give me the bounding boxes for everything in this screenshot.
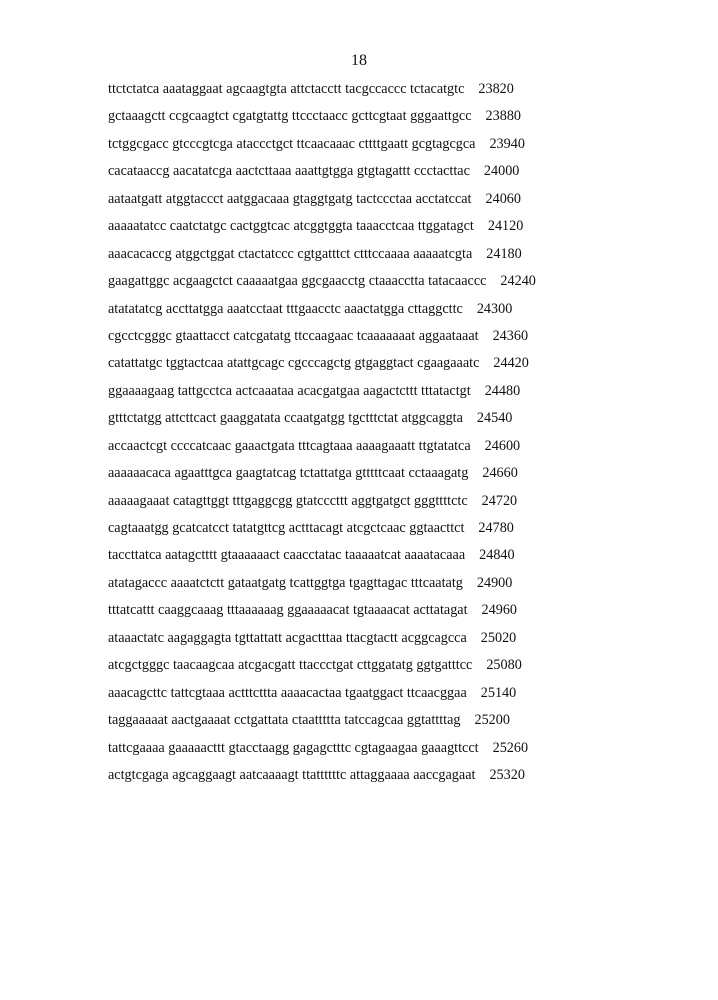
sequence-line [108,488,578,515]
sequence-position: 25200 [474,712,510,729]
sequence-text: catattatgc tggtactcaa atattgcagc cgcccagctg gtgaggtact cgaagaaatc [108,355,480,372]
sequence-text: atatatatcg accttatgga aaatcctaat tttgaacctc aaactatgga cttaggcttc [108,300,463,317]
sequence-text: ttctctatca aaataggaat agcaagtgta attctacctt tacgccaccc tctacatgtc [108,81,465,97]
sequence-position: 24240 [500,273,536,290]
sequence-position: 25260 [492,739,529,756]
sequence-position: 23820 [478,81,514,97]
sequence-position: 24540 [476,410,513,427]
sequence-text: cgcctcgggc gtaattacct catcgatatg ttccaagaac tcaaaaaaat aggaataaat [108,327,479,344]
sequence-line [108,652,578,679]
sequence-line [108,515,578,542]
sequence-line [108,378,578,405]
sequence-text: aaaaaacaca agaatttgca gaagtatcag tctattatga gtttttcaat cctaaagatg [108,465,469,482]
sequence-position: 24720 [481,492,518,509]
sequence-line [108,735,578,762]
sequence-text: taccttatca aatagctttt gtaaaaaact caacctatac taaaaatcat aaaatacaaa [108,547,466,564]
sequence-line [108,186,578,213]
sequence-text: cagtaaatgg gcatcatcct tatatgttcg actttacagt atcgctcaac ggtaacttct [108,520,465,536]
sequence-position: 24600 [484,437,521,454]
sequence-text: ataaactatc aagaggagta tgttattatt acgactttaa ttacgtactt acggcagcca [108,629,467,646]
page-number: 18 [351,52,367,69]
sequence-line [108,323,578,350]
sequence-line [108,103,578,130]
sequence-position: 23880 [485,108,521,125]
sequence-text: gaagattggc acgaagctct caaaaatgaa ggcgaacctg ctaaacctta tatacaaccc [108,273,487,290]
sequence-text: aaaaagaaat catagttggt tttgaggcgg gtatcccttt aggtgatgct gggttttctc [108,492,468,509]
sequence-listing [108,76,578,789]
sequence-position: 24420 [493,355,529,372]
sequence-position: 24780 [478,520,514,536]
sequence-position: 24000 [483,163,520,180]
sequence-line [108,597,578,624]
sequence-position: 23940 [489,135,525,152]
sequence-line [108,158,578,185]
sequence-position: 24180 [486,245,522,262]
sequence-text: actgtcgaga agcaggaagt aatcaaaagt ttattttttc attaggaaaa aaccgagaat [108,766,476,783]
sequence-position: 24900 [476,574,513,591]
sequence-position: 24120 [487,218,524,235]
sequence-text: gctaaagctt ccgcaagtct cgatgtattg ttccctaacc gcttcgtaat gggaattgcc [108,108,472,125]
sequence-text: aaacacaccg atggctggat ctactatccc cgtgatttct ctttccaaaa aaaaatcgta [108,245,473,262]
sequence-line [108,350,578,377]
sequence-position: 24480 [484,382,521,399]
sequence-text: aaacagcttc tattcgtaaa actttcttta aaaacactaa tgaatggact ttcaacggaa [108,684,467,701]
sequence-text: accaactcgt ccccatcaac gaaactgata tttcagtaaa aaaagaaatt ttgtatatca [108,437,471,454]
sequence-line [108,570,578,597]
sequence-text: tctggcgacc gtcccgtcga ataccctgct ttcaacaaac cttttgaatt gcgtagcgca [108,135,476,152]
sequence-text: aaaaatatcc caatctatgc cactggtcac atcggtggta taaacctcaa ttggatagct [108,218,474,235]
sequence-line [108,268,578,295]
sequence-position: 25320 [489,766,525,783]
sequence-position: 24360 [492,327,529,344]
sequence-text: aataatgatt atggtaccct aatggacaaa gtaggtgatg tactccctaa acctatccat [108,190,472,207]
sequence-line [108,762,578,789]
sequence-text: ggaaaagaag tattgcctca actcaaataa acacgatgaa aagactcttt tttatactgt [108,382,471,399]
sequence-text: atcgctgggc taacaagcaa atcgacgatt ttaccctgat cttggatatg ggtgatttcc [108,657,473,674]
sequence-line [108,707,578,734]
sequence-line [108,241,578,268]
sequence-position: 25140 [480,684,517,701]
sequence-text: cacataaccg aacatatcga aactcttaaa aaattgtgga gtgtagattt ccctacttac [108,163,470,180]
sequence-line [108,542,578,569]
sequence-position: 24960 [481,602,518,619]
sequence-text: taggaaaaat aactgaaaat cctgattata ctaattttta tatccagcaa ggtattttag [108,712,461,729]
sequence-line [108,433,578,460]
sequence-line [108,405,578,432]
sequence-position: 25080 [486,657,522,674]
sequence-text: atatagaccc aaaatctctt gataatgatg tcattggtga tgagttagac tttcaatatg [108,574,463,591]
sequence-line [108,213,578,240]
sequence-line [108,460,578,487]
sequence-line [108,296,578,323]
sequence-position: 24060 [485,190,521,207]
sequence-text: tattcgaaaa gaaaaacttt gtacctaagg gagagctttc cgtagaagaa gaaagttcct [108,739,479,756]
sequence-line [108,625,578,652]
sequence-text: tttatcattt caaggcaaag tttaaaaaag ggaaaaacat tgtaaaacat acttatagat [108,602,468,619]
sequence-line [108,131,578,158]
sequence-position: 24300 [476,300,513,317]
sequence-position: 24840 [479,547,515,564]
sequence-text: gtttctatgg attcttcact gaaggatata ccaatgatgg tgctttctat atggcaggta [108,410,463,427]
sequence-position: 25020 [480,629,517,646]
sequence-line [108,680,578,707]
sequence-line [108,76,578,103]
sequence-position: 24660 [482,465,518,482]
